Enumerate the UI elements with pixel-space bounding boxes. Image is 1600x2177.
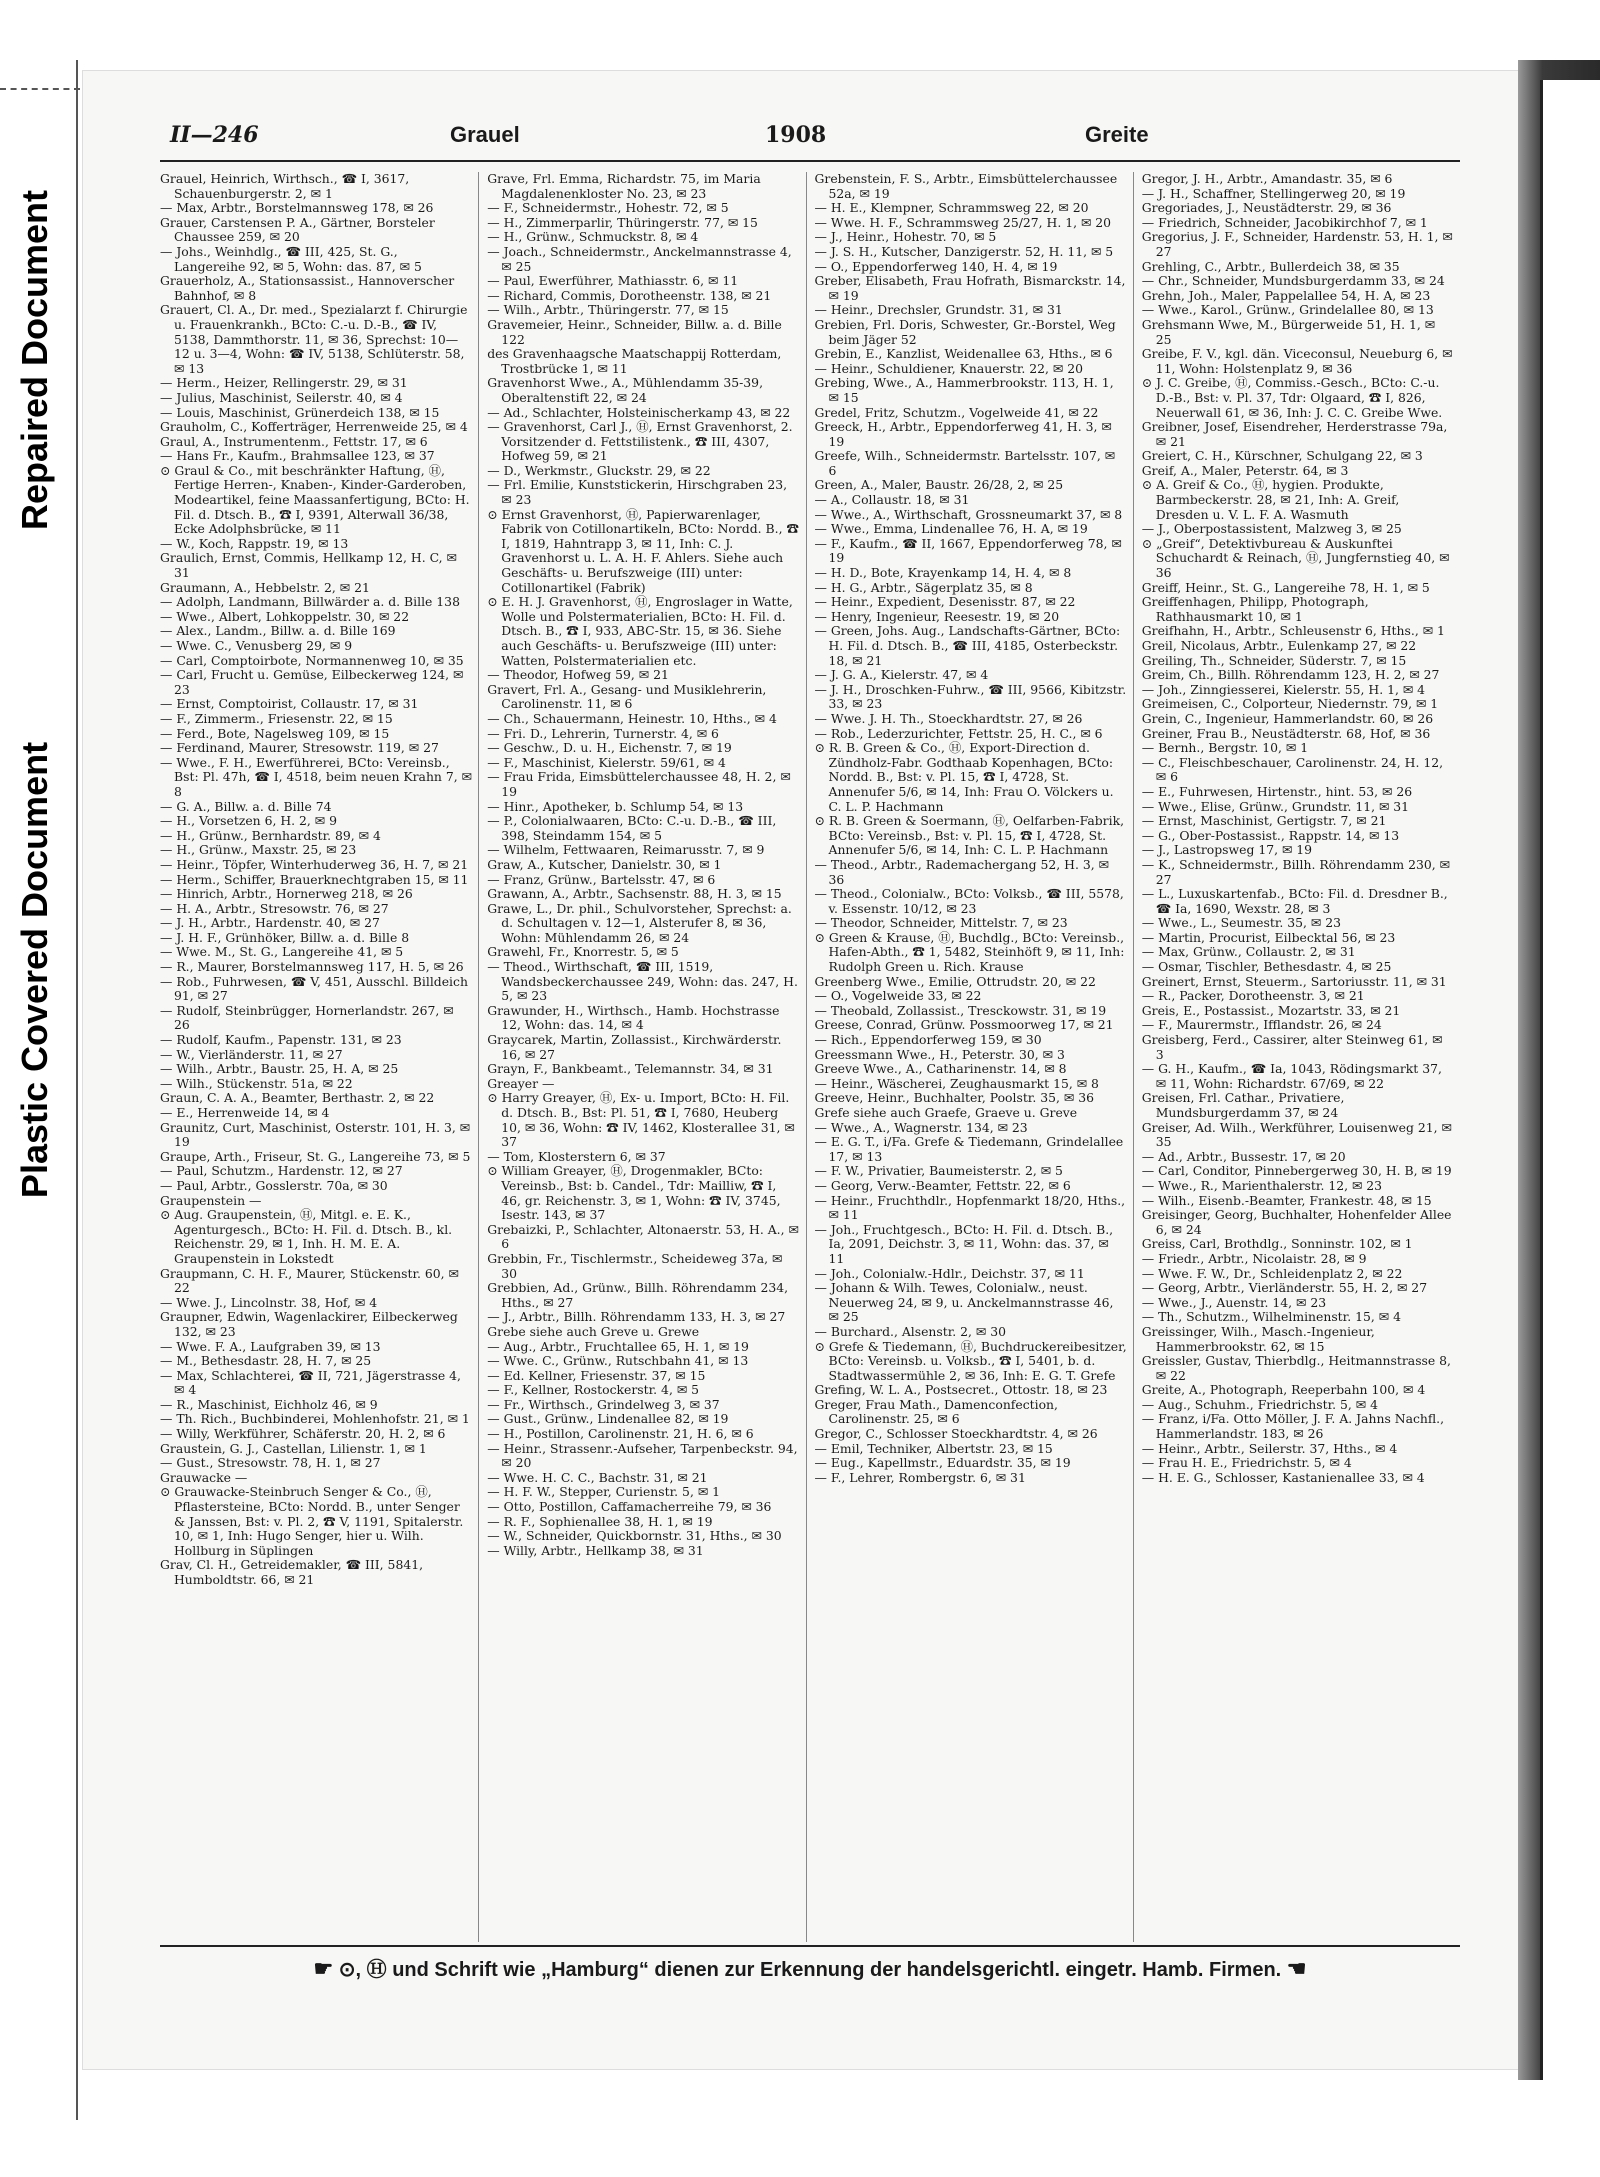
directory-entry: — J., Arbtr., Billh. Röhrendamm 133, H. 3, ✉ 27 [487, 1309, 786, 1325]
directory-entry: Greif, A., Maler, Peterstr. 64, ✉ 3 [1141, 462, 1349, 478]
directory-entry: Greis, E., Postassist., Mozartstr. 33, ✉ 21 [1141, 1002, 1401, 1018]
directory-entry: — Carl, Frucht u. Gemüse, Eilbeckerweg 124, ✉ 23 [160, 667, 464, 697]
directory-entry: — W., Koch, Rappstr. 19, ✉ 13 [160, 535, 349, 551]
directory-entry: Grawann, A., Arbtr., Sachsenstr. 88, H. 3, ✉ 15 [487, 886, 782, 902]
directory-entry: Grefe siehe auch Graefe, Graeve u. Greve [814, 1105, 1078, 1120]
directory-entry: ⊙ Ernst Gravenhorst, Ⓗ, Papierwarenlager, Fabrik von Cotillonartikeln, BCto: Nordd. B., ☎ I, 1819, Hahntrapp 3, ✉ 11, Inh: C. J. Gravenhorst u. L. A. H. F. Ahlers. Siehe auch Geschäfts- u. Berufszweige (III) unter: Cotillonartikel (Fabrik) [487, 506, 799, 595]
directory-entry: Greim, Ch., Billh. Röhrendamm 123, H. 2, ✉ 27 [1141, 667, 1440, 683]
directory-entry: — J., Oberpostassistent, Malzweg 3, ✉ 25 [1141, 521, 1402, 537]
directory-entry: — Ch., Schauermann, Heinestr. 10, Hths., ✉ 4 [487, 710, 777, 726]
directory-entry: — Wwe. H. F., Schrammsweg 25/27, H. 1, ✉ 20 [814, 214, 1112, 230]
directory-entry: Green, A., Maler, Baustr. 26/28, 2, ✉ 25 [814, 477, 1064, 493]
page-header [160, 122, 1460, 162]
directory-entry: — F., Kellner, Rostockerstr. 4, ✉ 5 [487, 1382, 700, 1398]
directory-entry: — H. D., Bote, Krayenkamp 14, H. 4, ✉ 8 [814, 565, 1072, 581]
directory-entry: — Alex., Landm., Billw. a. d. Bille 169 [160, 623, 396, 639]
column-3 [815, 172, 1134, 1942]
header-first-name: Grauel [450, 122, 520, 147]
directory-entry: — Johann & Wilh. Tewes, Colonialw., neust. Neuerweg 24, ✉ 9, u. Anckelmannstrasse 46, ✉ 25 [814, 1280, 1114, 1325]
directory-entry: — Theobald, Zollassist., Tresckowstr. 31, ✉ 19 [814, 1002, 1107, 1018]
directory-entry: — Heinr., Schuldiener, Knauerstr. 22, ✉ 20 [814, 360, 1083, 376]
directory-entry: — R., Packer, Dorotheenstr. 3, ✉ 21 [1141, 988, 1365, 1004]
directory-entry: Greenberg Wwe., Emilie, Ottrudstr. 20, ✉ 22 [814, 973, 1096, 989]
directory-entry: Graycarek, Martin, Zollassist., Kirchwärderstr. 16, ✉ 27 [487, 1032, 782, 1062]
directory-entry: Grave, Frl. Emma, Richardstr. 75, im Maria Magdalenenkloster No. 23, ✉ 23 [487, 172, 761, 201]
directory-entry: — Geschw., D. u. H., Eichenstr. 7, ✉ 19 [487, 740, 732, 756]
directory-entry: — Hinr., Apotheker, b. Schlump 54, ✉ 13 [487, 798, 744, 814]
directory-entry: ⊙ Aug. Graupenstein, Ⓗ, Mitgl. e. E. K., Agenturgesch., BCto: H. Fil. d. Dtsch. B., kl. Reichenstr. 29, ✉ 1, Inh. H. M. E. A. Graupenstein in Lokstedt [160, 1207, 453, 1266]
directory-entry: — Wwe., Elise, Grünw., Grundstr. 11, ✉ 31 [1141, 798, 1410, 814]
directory-entry: — Willy, Arbtr., Hellkamp 38, ✉ 31 [487, 1542, 704, 1558]
directory-entry: Greiffenhagen, Philipp, Photograph, Rathhausmarkt 10, ✉ 1 [1141, 594, 1369, 624]
directory-entry: — Franz, i/Fa. Otto Möller, J. F. A. Jahns Nachfl., Hammerlandstr. 183, ✉ 26 [1141, 1411, 1445, 1442]
directory-entry: — Johs., Weinhdlg., ☎ III, 425, St. G., Langereihe 92, ✉ 5, Wohn: das. 87, ✉ 5 [160, 243, 422, 274]
directory-entry: — Theod., Wirthschaft, ☎ III, 1519, Wandsbeckerchaussee 249, Wohn: das. 247, H. 5, ✉ 23 [487, 959, 798, 1004]
directory-entry: — Frau H. E., Friedrichstr. 5, ✉ 4 [1141, 1455, 1352, 1471]
directory-entry: ⊙ „Greif“, Detektivbureau & Auskunftei Schuchardt & Reinach, Ⓗ, Jungfernstieg 40, ✉ 36 [1141, 535, 1450, 581]
directory-entry: Grehn, Joh., Maler, Pappelallee 54, H. A, ✉ 23 [1141, 287, 1431, 303]
directory-entry: ⊙ Green & Krause, Ⓗ, Buchdlg., BCto: Vereinsb., Hafen-Abth., ☎ 1, 5482, Steinhöft 9, ✉ 11, Inh: Rudolph Green u. Rich. Krause [814, 929, 1125, 975]
directory-entry: — Max, Arbtr., Borstelmannsweg 178, ✉ 26 [160, 200, 434, 216]
column-4 [1142, 172, 1460, 1942]
directory-entry: Greibe, F. V., kgl. dän. Viceconsul, Neueburg 6, ✉ 11, Wohn: Holstenplatz 9, ✉ 36 [1141, 346, 1453, 376]
directory-entry: — Wilh., Arbtr., Baustr. 25, H. A, ✉ 25 [160, 1061, 399, 1077]
directory-entry: — Ernst, Comptoirist, Collaustr. 17, ✉ 31 [160, 696, 419, 712]
directory-entry: Grauwacke — [160, 1469, 248, 1485]
directory-entry: ⊙ Grefe & Tiedemann, Ⓗ, Buchdruckereibesitzer, BCto: Vereinsb. u. Volksb., ☎ I, 5401, b. d. Stadtwassermühle 2, ✉ 36, Inh: E. G. T. Grefe [814, 1338, 1127, 1383]
directory-entry: ⊙ Harry Greayer, Ⓗ, Ex- u. Import, BCto: H. Fil. d. Dtsch. B., Bst: Pl. 51, ☎ I, 7680, Heuberg 10, ✉ 36, Wohn: ☎ IV, 1462, Klosterallee 31, ✉ 37 [487, 1090, 795, 1150]
directory-entry: — H. E., Klempner, Schrammsweg 22, ✉ 20 [814, 200, 1089, 216]
directory-entry: — Frau Frida, Eimsbüttelerchaussee 48, H. 2, ✉ 19 [487, 769, 791, 799]
pointing-hand-left-icon: ☛ [313, 1956, 334, 1981]
directory-entry: Greiner, Frau B., Neustädterstr. 68, Hof, ✉ 36 [1141, 725, 1431, 741]
directory-entry: Graupmann, C. H. F., Maurer, Stückenstr. 60, ✉ 22 [160, 1265, 459, 1296]
directory-entry: — Osmar, Tischler, Bethesdastr. 4, ✉ 25 [1141, 959, 1392, 975]
directory-entry: Greese, Conrad, Grünw. Possmoorweg 17, ✉ 21 [814, 1017, 1114, 1033]
directory-entry: Graunitz, Curt, Maschinist, Osterstr. 101, H. 3, ✉ 19 [160, 1119, 471, 1150]
directory-entry: — Gust., Grünw., Lindenallee 82, ✉ 19 [487, 1411, 729, 1427]
header-last-name: Greite [1085, 122, 1149, 147]
directory-entry: — P., Colonialwaaren, BCto: C.-u. D.-B., ☎ III, 398, Steindamm 154, ✉ 5 [487, 813, 777, 843]
directory-entry: — Wwe. F. A., Laufgraben 39, ✉ 13 [160, 1338, 381, 1354]
directory-entry: Greeck, H., Arbtr., Eppendorferweg 41, H. 3, ✉ 19 [814, 419, 1112, 449]
directory-entry: — H. G., Arbtr., Sägerplatz 35, ✉ 8 [814, 579, 1033, 595]
directory-entry: Greessmann Wwe., H., Peterstr. 30, ✉ 3 [814, 1046, 1065, 1062]
column-1 [160, 172, 479, 1942]
directory-entry: Greiss, Carl, Brothdlg., Sonninstr. 102, ✉ 1 [1141, 1236, 1413, 1252]
directory-entry: Grebenstein, F. S., Arbtr., Eimsbüttelerchaussee 52a, ✉ 19 [814, 172, 1118, 201]
directory-entry: — Franz, Grünw., Bartelsstr. 47, ✉ 6 [487, 871, 716, 887]
directory-entry: Grehsmann Wwe, M., Bürgerweide 51, H. 1, ✉ 25 [1141, 316, 1436, 347]
directory-entry: — F., Maurermstr., Ifflandstr. 26, ✉ 24 [1141, 1017, 1382, 1033]
directory-entry: — Gust., Stresowstr. 78, H. 1, ✉ 27 [160, 1455, 381, 1471]
directory-entry: Grawe, L., Dr. phil., Schulvorsteher, Sprechst: a. d. Schultagen v. 12—1, Alsterufer 8, ✉ 36, Wohn: Mühlendamm 26, ✉ 24 [487, 900, 792, 945]
directory-entry: — O., Eppendorferweg 140, H. 4, ✉ 19 [814, 258, 1058, 274]
directory-entry: — Wwe. C., Venusberg 29, ✉ 9 [160, 638, 353, 653]
directory-entry: — Wwe. C., Grünw., Rutschbahn 41, ✉ 13 [487, 1353, 749, 1369]
directory-entry: — Fri. D., Lehrerin, Turnerstr. 4, ✉ 6 [487, 725, 719, 741]
directory-entry: — Ed. Kellner, Friesenstr. 37, ✉ 15 [487, 1367, 706, 1383]
directory-entry: — Carl, Comptoirbote, Normannenweg 10, ✉ 35 [160, 652, 464, 668]
directory-entry: Grauel, Heinrich, Wirthsch., ☎ I, 3617, Schauenburgerstr. 2, ✉ 1 [160, 172, 410, 201]
directory-entry: — Otto, Postillon, Caffamacherreihe 79, ✉ 36 [487, 1499, 772, 1515]
directory-entry: Grebe siehe auch Greve u. Grewe [487, 1323, 700, 1339]
directory-columns [160, 172, 1460, 1942]
directory-entry: Grawunder, H., Wirthsch., Hamb. Hochstrasse 12, Wohn: das. 14, ✉ 4 [487, 1002, 780, 1033]
pointing-hand-right-icon: ☚ [1286, 1956, 1307, 1981]
directory-entry: — R., Maurer, Borstelmannsweg 117, H. 5, ✉ 26 [160, 959, 464, 975]
directory-entry: — Richard, Commis, Dorotheenstr. 138, ✉ 21 [487, 287, 772, 303]
directory-entry: — Burchard., Alsenstr. 2, ✉ 30 [814, 1323, 1007, 1339]
directory-entry: — Max, Grünw., Collaustr. 2, ✉ 31 [1141, 944, 1356, 960]
directory-entry: Greiert, C. H., Kürschner, Schulgang 22, ✉ 3 [1141, 448, 1423, 464]
directory-entry: — Friedrich, Schneider, Jacobikirchhof 7, ✉ 1 [1141, 214, 1428, 230]
directory-entry: — Herm., Schiffer, Brauerknechtgraben 15, ✉ 11 [160, 871, 469, 887]
directory-entry: ⊙ J. C. Greibe, Ⓗ, Commiss.-Gesch., BCto: C.-u. D.-B., Bst: v. Pl. 37, Tdr: Olgaard, ☎ I, 826, Neuerwall 61, ✉ 36, Inh: J. C. C. Greibe Wwe. [1141, 375, 1443, 420]
directory-entry: Graupenstein — [160, 1192, 262, 1208]
directory-entry: — Rob., Lederzurichter, Fettstr. 25, H. C., ✉ 6 [814, 725, 1103, 741]
directory-entry: — Ferdinand, Maurer, Stresowstr. 119, ✉ 27 [160, 740, 439, 756]
directory-entry: Grebing, Wwe., A., Hammerbrookstr. 113, H. 1, ✉ 15 [814, 375, 1114, 405]
directory-entry: — Heinr., Arbtr., Seilerstr. 37, Hths., ✉ 4 [1141, 1440, 1398, 1456]
directory-entry: ⊙ R. B. Green & Soermann, Ⓗ, Oelfarben-Fabrik, BCto: Vereinsb., Bst: v. Pl. 15, ☎ I, 4728, St. Annenufer 5/6, ✉ 14, Inh: C. L. P. Hachmann [814, 813, 1125, 858]
directory-entry: — Wwe., Karol., Grünw., Grindelallee 80, ✉ 13 [1141, 302, 1434, 318]
directory-entry: — Eug., Kapellmstr., Eduardstr. 35, ✉ 19 [814, 1455, 1071, 1471]
directory-entry: — Theodor, Schneider, Mittelstr. 7, ✉ 23 [814, 915, 1068, 931]
directory-entry: Greisberg, Ferd., Cassirer, alter Steinweg 61, ✉ 3 [1141, 1032, 1443, 1062]
directory-entry: Greayer — [487, 1075, 555, 1091]
directory-entry: — Joh., Fruchtgesch., BCto: H. Fil. d. Dtsch. B., Ia, 2091, Deichstr. 3, ✉ 11, Wohn: das. 37, ✉ 11 [814, 1221, 1114, 1266]
directory-entry: — Martin, Procurist, Eilbecktal 56, ✉ 23 [1141, 929, 1396, 945]
directory-entry: — D., Werkmstr., Gluckstr. 29, ✉ 22 [487, 462, 711, 478]
directory-entry: ⊙ William Greayer, Ⓗ, Drogenmakler, BCto: Vereinsb., Bst: b. Candel., Tdr: Mailliw, ☎ I, 46, gr. Reichenstr. 3, ✉ 1, Wohn: ☎ IV, 3745, Isestr. 143, ✉ 37 [487, 1163, 781, 1223]
directory-entry: Greiser, Ad. Wilh., Werkführer, Louisenweg 21, ✉ 35 [1141, 1119, 1452, 1150]
directory-entry: Greber, Elisabeth, Frau Hofrath, Bismarckstr. 14, ✉ 19 [814, 273, 1126, 303]
directory-entry: Gravert, Frl. A., Gesang- und Musiklehrerin, Carolinenstr. 11, ✉ 6 [487, 681, 767, 712]
directory-entry: — C., Fleischbeschauer, Carolinenstr. 24, H. 12, ✉ 6 [1141, 754, 1444, 785]
directory-entry: ⊙ Grauwacke-Steinbruch Senger & Co., Ⓗ, Pflastersteine, BCto: Nordd. B., unter Senger & Janssen, Bst: v. Pl. 2, ☎ V, 1191, Spitalerstr. 10, ✉ 1, Inh: Hugo Senger, hier u. Wilh. Hollburg in Süplingen [160, 1484, 464, 1558]
directory-entry: — Wwe., R., Marienthalerstr. 12, ✉ 23 [1141, 1177, 1383, 1193]
directory-entry: — H. E. G., Schlosser, Kastanienallee 33, ✉ 4 [1141, 1469, 1425, 1485]
directory-entry: — Paul, Schutzm., Hardenstr. 12, ✉ 27 [160, 1163, 403, 1179]
directory-entry: Grebbin, Fr., Tischlermstr., Scheideweg 37a, ✉ 30 [487, 1250, 783, 1281]
directory-entry: — Heinr., Töpfer, Winterhuderweg 36, H. 7, ✉ 21 [160, 856, 469, 872]
directory-entry: — Theodor, Hofweg 59, ✉ 21 [487, 667, 669, 683]
directory-entry: Greiling, Th., Schneider, Süderstr. 7, ✉ 15 [1141, 652, 1407, 668]
directory-entry: — E., Herrenweide 14, ✉ 4 [160, 1105, 330, 1120]
directory-entry: — Aug., Schuhm., Friedrichstr. 5, ✉ 4 [1141, 1396, 1378, 1412]
directory-entry: — Wwe., L., Seumestr. 35, ✉ 23 [1141, 915, 1342, 931]
directory-entry: — Joh., Zinngiesserei, Kielerstr. 55, H. 1, ✉ 4 [1141, 681, 1426, 697]
directory-entry: — Hans Fr., Kaufm., Brahmsallee 123, ✉ 37 [160, 448, 435, 464]
directory-entry: — Friedr., Arbtr., Nicolaistr. 28, ✉ 9 [1141, 1250, 1367, 1266]
directory-entry: Gregor, J. H., Arbtr., Amandastr. 35, ✉ 6 [1141, 172, 1393, 186]
footer-note [160, 1945, 1460, 1982]
directory-entry: — Wilhelm, Fettwaaren, Reimarusstr. 7, ✉ 9 [487, 842, 765, 858]
directory-entry: — J. H. F., Grünhöker, Billw. a. d. Bille 8 [160, 929, 410, 945]
directory-entry: — R., Maschinist, Eichholz 46, ✉ 9 [160, 1396, 378, 1412]
directory-entry: — Wwe., A., Wagnerstr. 134, ✉ 23 [814, 1119, 1028, 1135]
directory-entry: — Wwe., A., Wirthschaft, Grossneumarkt 37, ✉ 8 [814, 506, 1123, 522]
directory-entry: — E. G. T., i/Fa. Grefe & Tiedemann, Grindelallee 17, ✉ 13 [814, 1134, 1124, 1164]
directory-entry: — J., Lastropsweg 17, ✉ 19 [1141, 842, 1313, 858]
directory-entry: — H. F. W., Stepper, Curienstr. 5, ✉ 1 [487, 1484, 721, 1500]
directory-entry: Graulich, Ernst, Commis, Hellkamp 12, H. C, ✉ 31 [160, 550, 457, 581]
directory-entry: — H., Grünw., Maxstr. 25, ✉ 23 [160, 842, 357, 858]
directory-entry: — E., Fuhrwesen, Hirtenstr., hint. 53, ✉ 26 [1141, 783, 1413, 799]
directory-entry: Graun, C. A. A., Beamter, Berthastr. 2, ✉ 22 [160, 1090, 435, 1106]
directory-entry: — Rich., Eppendorferweg 159, ✉ 30 [814, 1032, 1042, 1048]
directory-entry: ⊙ A. Greif & Co., Ⓗ, hygien. Produkte, Barmbeckerstr. 28, ✉ 21, Inh: A. Greif, Dresden u. V. L. F. A. Wasmuth [1141, 477, 1400, 522]
directory-entry: — Georg, Verw.-Beamter, Fettstr. 22, ✉ 6 [814, 1177, 1071, 1193]
directory-entry: Grav, Cl. H., Getreidemakler, ☎ III, 5841, Humboldtstr. 66, ✉ 21 [160, 1557, 424, 1587]
directory-entry: Grebaizki, P., Schlachter, Altonaerstr. 53, H. A., ✉ 6 [487, 1221, 799, 1252]
directory-entry: — A., Collaustr. 18, ✉ 31 [814, 492, 970, 508]
page-number: II—246 [170, 122, 259, 148]
directory-entry: Graupner, Edwin, Wagenlackirer, Eilbeckerweg 132, ✉ 23 [160, 1309, 458, 1339]
directory-entry: — Bernh., Bergstr. 10, ✉ 1 [1141, 740, 1309, 756]
directory-entry: Greeve Wwe., A., Catharinenstr. 14, ✉ 8 [814, 1061, 1067, 1077]
directory-entry: — Willy, Werkführer, Schäferstr. 20, H. 2, ✉ 6 [160, 1426, 446, 1442]
directory-entry: — G. H., Kaufm., ☎ Ia, 1043, Rödingsmarkt 37, ✉ 11, Wohn: Richardstr. 67/69, ✉ 22 [1141, 1061, 1442, 1091]
directory-entry: Grefing, W. L. A., Postsecret., Ottostr. 18, ✉ 23 [814, 1382, 1108, 1398]
directory-entry: — Gravenhorst, Carl J., Ⓗ, Ernst Gravenhorst, 2. Vorsitzender d. Fettstilistenk., ☎ III, 4307, Hofweg 59, ✉ 21 [487, 419, 793, 464]
header-year: 1908 [765, 122, 827, 148]
directory-entry: — Heinr., Wäscherei, Zeughausmarkt 15, ✉ 8 [814, 1075, 1099, 1091]
directory-entry: Grebbien, Ad., Grünw., Billh. Röhrendamm 234, Hths., ✉ 27 [487, 1280, 789, 1310]
directory-entry: — F. W., Privatier, Baumeisterstr. 2, ✉ 5 [814, 1163, 1063, 1179]
directory-entry: Grebin, E., Kanzlist, Weidenallee 63, Hths., ✉ 6 [814, 346, 1113, 362]
directory-entry: — Joh., Colonialw.-Hdlr., Deichstr. 37, ✉ 11 [814, 1265, 1085, 1281]
directory-entry: — Max, Schlachterei, ☎ II, 721, Jägerstrasse 4, ✉ 4 [160, 1367, 461, 1398]
directory-entry: — Wwe., Albert, Lohkoppelstr. 30, ✉ 22 [160, 608, 410, 624]
directory-entry: — Wwe., Emma, Lindenallee 76, H. A, ✉ 19 [814, 521, 1088, 537]
directory-entry: Greil, Nicolaus, Arbtr., Eulenkamp 27, ✉ 22 [1141, 638, 1417, 653]
directory-entry: — F., Lehrer, Rombergstr. 6, ✉ 31 [814, 1469, 1026, 1485]
directory-entry: — Wwe. M., St. G., Langereihe 41, ✉ 5 [160, 944, 404, 960]
directory-entry: — J. H., Droschken-Fuhrw., ☎ III, 9566, Kibitzstr. 33, ✉ 23 [814, 681, 1127, 712]
directory-entry: — Julius, Maschinist, Seilerstr. 40, ✉ 4 [160, 389, 403, 405]
directory-entry: — Green, Johs. Aug., Landschafts-Gärtner, BCto: H. Fil. d. Dtsch. B., ☎ III, 4185, Osterbeckstr. 18, ✉ 21 [814, 623, 1121, 668]
directory-entry: — Frl. Emilie, Kunststickerin, Hirschgraben 23, ✉ 23 [487, 477, 788, 508]
directory-entry: — H., Grünw., Schmuckstr. 8, ✉ 4 [487, 229, 699, 245]
directory-entry: — Georg, Arbtr., Vierländerstr. 55, H. 2, ✉ 27 [1141, 1280, 1428, 1296]
directory-entry: Graustein, G. J., Castellan, Lilienstr. 1, ✉ 1 [160, 1440, 427, 1456]
directory-entry: ⊙ E. H. J. Gravenhorst, Ⓗ, Engroslager in Watte, Wolle und Polstermaterialien, BCto: H. Fil. d. Dtsch. B., ☎ I, 933, ABC-Str. 15, ✉ 36. Siehe auch Geschäfts- u. Berufszweige (III) unter: Watten, Polstermaterialien etc. [487, 594, 793, 668]
header-rule [160, 160, 1460, 162]
directory-entry: Grawehl, Fr., Knorrestr. 5, ✉ 5 [487, 944, 679, 960]
directory-entry: Grauerholz, A., Stationsassist., Hannoverscher Bahnhof, ✉ 8 [160, 273, 455, 303]
directory-entry: — Wwe., F. H., Ewerführerei, BCto: Vereinsb., Bst: Pl. 47h, ☎ I, 4518, beim neuen Krahn 7, ✉ 8 [160, 754, 472, 799]
directory-entry: — Th., Schutzm., Wilhelminenstr. 15, ✉ 4 [1141, 1309, 1401, 1325]
directory-entry: — Heinr., Expedient, Desenisstr. 87, ✉ 22 [814, 594, 1076, 610]
directory-entry: Greefe, Wilh., Schneidermstr. Bartelsstr. 107, ✉ 6 [814, 448, 1116, 478]
directory-entry: — H., Vorsetzen 6, H. 2, ✉ 9 [160, 813, 338, 829]
directory-entry: Greifhahn, H., Arbtr., Schleusenstr 6, Hths., ✉ 1 [1141, 623, 1445, 639]
directory-entry: — Wwe. H. C. C., Bachstr. 31, ✉ 21 [487, 1469, 708, 1485]
directory-entry: — Wwe., J., Auenstr. 14, ✉ 23 [1141, 1294, 1327, 1310]
directory-entry: — Paul, Arbtr., Gosslerstr. 70a, ✉ 30 [160, 1177, 388, 1193]
directory-entry: — Joach., Schneidermstr., Anckelmannstrasse 4, ✉ 25 [487, 243, 792, 274]
directory-entry: — G., Ober-Postassist., Rappstr. 14, ✉ 13 [1141, 827, 1400, 843]
directory-entry: Graumann, A., Hebbelstr. 2, ✉ 21 [160, 579, 370, 595]
directory-entry: — F., Schneidermstr., Hohestr. 72, ✉ 5 [487, 200, 729, 216]
directory-entry: Grebien, Frl. Doris, Schwester, Gr.-Borstel, Weg beim Jäger 52 [814, 316, 1116, 347]
directory-entry: Gregor, C., Schlosser Stoeckhardtstr. 4, ✉ 26 [814, 1426, 1098, 1442]
directory-entry: — Herm., Heizer, Rellingerstr. 29, ✉ 31 [160, 375, 408, 391]
directory-entry: — Heinr., Strassenr.-Aufseher, Tarpenbeckstr. 94, ✉ 20 [487, 1440, 798, 1471]
directory-entry: — J., Heinr., Hohestr. 70, ✉ 5 [814, 229, 997, 245]
directory-entry: Greisinger, Georg, Buchhalter, Hohenfelder Allee 6, ✉ 24 [1141, 1207, 1452, 1237]
directory-entry: — Rudolf, Kaufm., Papenstr. 131, ✉ 23 [160, 1032, 402, 1048]
directory-entry: Grehling, C., Arbtr., Bullerdeich 38, ✉ 35 [1141, 258, 1400, 274]
directory-entry: Greissler, Gustav, Thierbdlg., Heitmannstrasse 8, ✉ 22 [1141, 1353, 1451, 1383]
column-2 [487, 172, 806, 1942]
directory-entry: Greinert, Ernst, Steuerm., Sartoriusstr. 11, ✉ 31 [1141, 973, 1447, 989]
directory-entry: — W., Schneider, Quickbornstr. 31, Hths., ✉ 30 [487, 1528, 782, 1544]
directory-entry: Grayn, F., Bankbeamt., Telemannstr. 34, ✉ 31 [487, 1061, 774, 1077]
directory-entry: — H. A., Arbtr., Stresowstr. 76, ✉ 27 [160, 900, 389, 916]
directory-entry: — Wilh., Stückenstr. 51a, ✉ 22 [160, 1075, 353, 1091]
directory-entry: — O., Vogelweide 33, ✉ 22 [814, 988, 982, 1004]
directory-entry: Greger, Frau Math., Damenconfection, Carolinenstr. 25, ✉ 6 [814, 1396, 1058, 1427]
directory-entry: Greiff, Heinr., St. G., Langereihe 78, H. 1, ✉ 5 [1141, 579, 1430, 595]
directory-entry: Gredel, Fritz, Schutzm., Vogelweide 41, ✉ 22 [814, 404, 1099, 420]
plastic-covered-document-label: Plastic Covered Document [14, 741, 56, 1199]
repaired-document-label: Repaired Document [14, 189, 56, 531]
directory-entry: — L., Luxuskartenfab., BCto: Fil. d. Dresdner B., ☎ Ia, 1690, Wexstr. 28, ✉ 3 [1141, 886, 1448, 916]
page-edge-margin [1540, 80, 1600, 2080]
directory-entry: — F., Kaufm., ☎ II, 1667, Eppendorferweg 78, ✉ 19 [814, 535, 1122, 566]
directory-entry: — Th. Rich., Buchbinderei, Mohlenhofstr. 21, ✉ 1 [160, 1411, 470, 1427]
directory-entry: ⊙ R. B. Green & Co., Ⓗ, Export-Direction d. Zündholz-Fabr. Godthaab Kopenhagen, BCto: Nordd. B., Bst: v. Pl. 15, ☎ I, 4728, St. Annenufer 5/6, ✉ 14, Inh: Frau O. Völckers u. C. L. P. Hachmann [814, 740, 1114, 814]
directory-entry: — F., Maschinist, Kielerstr. 59/61, ✉ 4 [487, 754, 726, 770]
directory-entry: — J. H., Schaffner, Stellingerweg 20, ✉ 19 [1141, 185, 1406, 201]
directory-entry: — Heinr., Fruchthdlr., Hopfenmarkt 18/20, Hths., ✉ 11 [814, 1192, 1126, 1223]
directory-entry: Greimeisen, C., Colporteur, Niedernstr. 79, ✉ 1 [1141, 696, 1439, 712]
directory-entry: Greisen, Frl. Cathar., Privatiere, Mundsburgerdamm 37, ✉ 24 [1141, 1090, 1345, 1120]
directory-entry: — F., Zimmerm., Friesenstr. 22, ✉ 15 [160, 710, 393, 726]
directory-entry: — Theod., Arbtr., Rademachergang 52, H. 3, ✉ 36 [814, 856, 1109, 887]
directory-entry: — Theod., Colonialw., BCto: Volksb., ☎ III, 5578, v. Essenstr. 10/12, ✉ 23 [814, 886, 1124, 916]
directory-entry: — Louis, Maschinist, Grünerdeich 138, ✉ 15 [160, 404, 440, 420]
directory-entry: — Ad., Arbtr., Bussestr. 17, ✉ 20 [1141, 1148, 1346, 1164]
directory-entry: Gregorius, J. F., Schneider, Hardenstr. 53, H. 1, ✉ 27 [1141, 229, 1453, 259]
directory-entry: ⊙ Graul & Co., mit beschränkter Haftung, Ⓗ, Fertige Herren-, Knaben-, Kinder-Garderoben, Modeartikel, feine Maassanfertigung, BCto: H. Fil. d. Dtsch. B., ☎ I, 9391, Alterwall 36/38, Ecke Adolphsbrücke, ✉ 11 [160, 462, 470, 537]
directory-entry: — Henry, Ingenieur, Reesestr. 19, ✉ 20 [814, 608, 1060, 624]
directory-entry: — M., Bethesdastr. 28, H. 7, ✉ 25 [160, 1353, 372, 1369]
directory-entry: — Wwe. J., Lincolnstr. 38, Hof, ✉ 4 [160, 1294, 378, 1310]
directory-entry: — Ferd., Bote, Nagelsweg 109, ✉ 15 [160, 725, 390, 741]
directory-entry: — Rob., Fuhrwesen, ☎ V, 451, Ausschl. Billdeich 91, ✉ 27 [160, 973, 468, 1004]
directory-entry: — H., Postillon, Carolinenstr. 21, H. 6, ✉ 6 [487, 1426, 754, 1442]
directory-entry: Graupe, Arth., Friseur, St. G., Langereihe 73, ✉ 5 [160, 1148, 471, 1164]
directory-entry: — Chr., Schneider, Mundsburgerdamm 33, ✉ 24 [1141, 273, 1445, 289]
directory-entry: Greibner, Josef, Eisendreher, Herderstrasse 79a, ✉ 21 [1141, 419, 1448, 449]
directory-entry: — Wilh., Eisenb.-Beamter, Frankestr. 48, ✉ 15 [1141, 1192, 1432, 1208]
footer-text: ⊙, Ⓗ und Schrift wie „Hamburg“ dienen zur Erkennung der handelsgerichtl. eingetr. Hamb. Firmen. [338, 1959, 1282, 1981]
directory-entry: — Rudolf, Steinbrügger, Hornerlandstr. 267, ✉ 26 [160, 1002, 454, 1033]
directory-entry: Greite, A., Photograph, Reeperbahn 100, ✉ 4 [1141, 1382, 1426, 1398]
directory-entry: — G. A., Billw. a. d. Bille 74 [160, 798, 332, 814]
directory-entry: Gravemeier, Heinr., Schneider, Billw. a. d. Bille 122 [487, 316, 782, 347]
directory-entry: Grauer, Carstensen P. A., Gärtner, Borsteler Chaussee 259, ✉ 20 [160, 214, 435, 245]
directory-entry: — Ad., Schlachter, Holsteinischerkamp 43, ✉ 22 [487, 404, 791, 420]
directory-entry: — J. G. A., Kielerstr. 47, ✉ 4 [814, 667, 989, 683]
directory-entry: Greissinger, Wilh., Masch.-Ingenieur, Hammerbrookstr. 62, ✉ 15 [1141, 1323, 1375, 1354]
directory-entry: Grauert, Cl. A., Dr. med., Spezialarzt f. Chirurgie u. Frauenkrankh., BCto: C.-u. D.-B., ☎ IV, 5138, Dammthorstr. 11, ✉ 36, Sprechst: 10—12 u. 3—4, Wohn: ☎ IV, 5138, Schlüterstr. 58, ✉ 13 [160, 302, 468, 376]
page-border-line [76, 60, 78, 2120]
directory-entry: Graw, A., Kutscher, Danielstr. 30, ✉ 1 [487, 856, 722, 872]
directory-entry: — Carl, Conditor, Pinnebergerweg 30, H. B, ✉ 19 [1141, 1163, 1452, 1179]
directory-entry: — J. S. H., Kutscher, Danzigerstr. 52, H. 11, ✉ 5 [814, 243, 1114, 259]
directory-entry: — Heinr., Drechsler, Grundstr. 31, ✉ 31 [814, 302, 1063, 318]
directory-entry: — R. F., Sophienallee 38, H. 1, ✉ 19 [487, 1513, 713, 1529]
directory-entry: Gregoriades, J., Neustädterstr. 29, ✉ 36 [1141, 200, 1392, 216]
directory-entry: Grein, C., Ingenieur, Hammerlandstr. 60, ✉ 26 [1141, 710, 1434, 726]
directory-entry: — K., Schneidermstr., Billh. Röhrendamm 230, ✉ 27 [1141, 856, 1451, 887]
directory-entry: — Wwe. J. H. Th., Stoeckhardtstr. 27, ✉ 26 [814, 710, 1083, 726]
directory-entry: — Paul, Ewerführer, Mathiasstr. 6, ✉ 11 [487, 273, 739, 289]
directory-entry: — H., Grünw., Bernhardstr. 89, ✉ 4 [160, 827, 381, 843]
directory-entry: Grauholm, C., Kofferträger, Herrenweide 25, ✉ 4 [160, 419, 468, 435]
directory-entry: — Wwe. F. W., Dr., Schleidenplatz 2, ✉ 22 [1141, 1265, 1403, 1281]
directory-entry: — Adolph, Landmann, Billwärder a. d. Bille 138 [160, 594, 460, 610]
directory-entry: — Tom, Klosterstern 6, ✉ 37 [487, 1148, 666, 1164]
directory-entry: — H., Zimmerparlir, Thüringerstr. 77, ✉ 15 [487, 214, 758, 230]
directory-entry: — Fr., Wirthsch., Grindelweg 3, ✉ 37 [487, 1396, 720, 1412]
directory-entry: Greeve, Heinr., Buchhalter, Poolstr. 35, ✉ 36 [814, 1090, 1094, 1106]
directory-entry: Graul, A., Instrumentenm., Fettstr. 17, ✉ 6 [160, 433, 428, 449]
directory-entry: — Hinrich, Arbtr., Hornerweg 218, ✉ 26 [160, 886, 413, 902]
directory-entry: des Gravenhaagsche Maatschappij Rotterdam, Trostbrücke 1, ✉ 11 [487, 346, 782, 376]
directory-entry: — J. H., Arbtr., Hardenstr. 40, ✉ 27 [160, 915, 380, 931]
directory-entry: Gravenhorst Wwe., A., Mühlendamm 35-39, Oberaltenstift 22, ✉ 24 [487, 375, 764, 405]
directory-entry: — Wilh., Arbtr., Thüringerstr. 77, ✉ 15 [487, 302, 729, 318]
directory-entry: — Emil, Techniker, Albertstr. 23, ✉ 15 [814, 1440, 1053, 1456]
directory-entry: — W., Vierländerstr. 11, ✉ 27 [160, 1046, 343, 1062]
directory-entry: — Ernst, Maschinist, Gertigstr. 7, ✉ 21 [1141, 813, 1387, 829]
directory-entry: — Aug., Arbtr., Fruchtallee 65, H. 1, ✉ 19 [487, 1338, 749, 1354]
